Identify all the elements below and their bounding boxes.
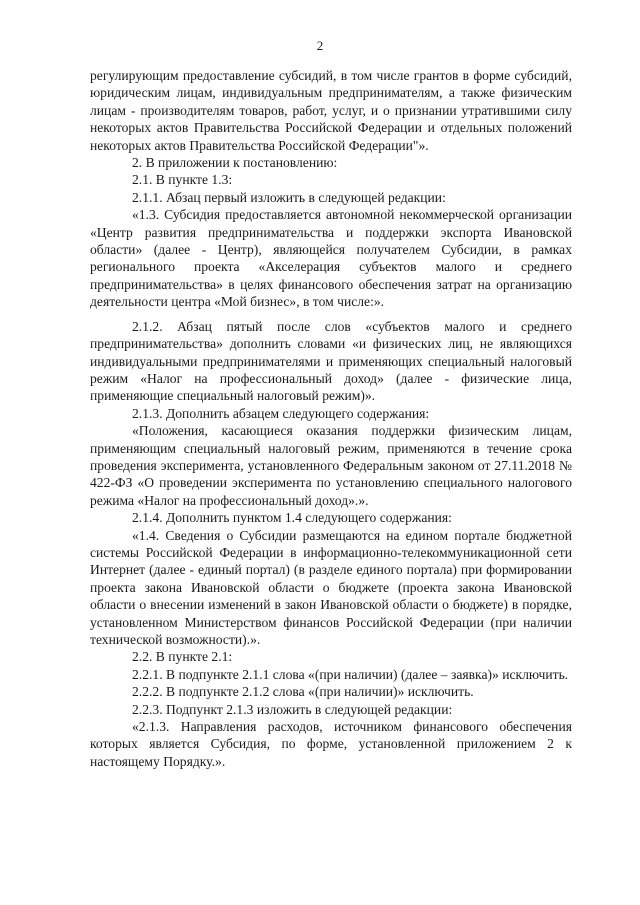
page-number: 2 (316, 38, 324, 53)
paragraph-p10: «1.4. Сведения о Субсидии размещаются на едином портале бюджетной системы Российской Федерации в информационно-телекоммуникационной сети Интернет (далее - единый портал) (в разделе единого портала) при формировании проекта закона Ивановской области о бюджете (проекта закона Ивановской области о внесении изменений в закон Ивановской области о бюджете) в порядке, установленном Министерством финансов Российской Федерации (при наличии технической возможности).». (90, 527, 572, 647)
paragraph-p13: 2.2.2. В подпункте 2.1.2 слова «(при наличии)» исключить. (132, 684, 474, 700)
paragraph-p02: 2. В приложении к постановлению: (132, 155, 338, 171)
paragraph-p09: 2.1.4. Дополнить пунктом 1.4 следующего содержания: (132, 510, 452, 526)
paragraph-p06: 2.1.2. Абзац пятый после слов «субъектов малого и среднего предпринимательства» дополнить словами «и физических лиц, не являющихся индивидуальными предпринимателями и применяющих специальный налоговый режим «Налог на профессиональный доход» (далее - физические лица, применяющие специальный налоговый режим)». (90, 318, 572, 404)
paragraph-p05: «1.3. Субсидия предоставляется автономной некоммерческой организации «Центр развития предпринимательства и поддержки экспорта Ивановской области» (далее - Центр), являющейся получателем Субсидии, в рамках регионального проекта «Акселерация субъектов малого и среднего предпринимательства» в целях финансового обеспечения затрат на организацию деятельности центра «Мой бизнес», в том числе:». (90, 207, 572, 310)
document-body (90, 67, 572, 770)
paragraph-p11: 2.2. В пункте 2.1: (132, 649, 233, 665)
paragraph-p03: 2.1. В пункте 1.3: (132, 172, 233, 188)
paragraph-p04: 2.1.1. Абзац первый изложить в следующей редакции: (132, 189, 446, 205)
paragraph-p08: «Положения, касающиеся оказания поддержки физическим лицам, применяющим специальный налоговый режим, применяются в течение срока проведения эксперимента, установленного Федеральным законом от 27.11.2018 № 422-ФЗ «О проведении эксперимента по установлению специального налогового режима «Налог на профессиональный доход».». (90, 423, 572, 508)
paragraph-p14: 2.2.3. Подпункт 2.1.3 изложить в следующей редакции: (132, 701, 453, 717)
paragraph-p01: регулирующим предоставление субсидий, в том числе грантов в форме субсидий, юридическим лицам, индивидуальным предпринимателям, а также физическим лицам - производителям товаров, работ, услуг, и о признании утратившими силу некоторых актов Правительства Российской Федерации и отдельных положений некоторых актов Правительства Российской Федерации"». (90, 68, 572, 153)
paragraph-p15: «2.1.3. Направления расходов, источником финансового обеспечения которых является Субсидия, по форме, установленной приложением 2 к настоящему Порядку.». (90, 719, 572, 769)
paragraph-p07: 2.1.3. Дополнить абзацем следующего содержания: (132, 405, 430, 421)
paragraph-p12: 2.2.1. В подпункте 2.1.1 слова «(при наличии) (далее – заявка)» исключить. (132, 666, 569, 682)
